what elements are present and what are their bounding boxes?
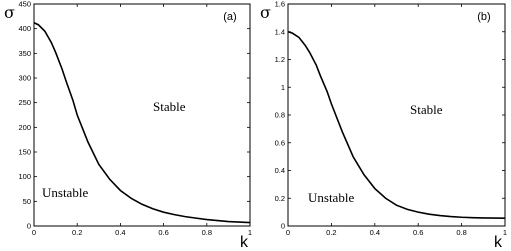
unstable-region-label: Unstable [42,185,89,200]
x-tick-label: 0 [285,228,291,237]
stable-region-label: Stable [410,102,443,117]
y-tick-label: 450 [18,0,31,9]
x-tick-label: 0.2 [71,228,83,237]
y-tick-label: 0.4 [274,166,285,175]
x-axis-label: k [240,234,248,251]
y-tick-label: 0.2 [274,193,285,203]
x-tick-label: 0.4 [115,228,126,237]
y-axis-label: σ [260,3,271,22]
stable-region-label: Stable [153,99,186,114]
y-tick-label: 400 [18,24,31,34]
x-tick-label: 0.6 [158,228,169,237]
y-tick-label: 300 [18,73,31,83]
y-tick-label: 50 [22,196,31,206]
panel-label: (b) [477,11,491,23]
y-tick-label: 0.6 [274,138,285,148]
x-tick-label: 1 [502,228,508,237]
y-tick-label: 350 [18,48,31,58]
x-tick-label: 0 [31,228,37,237]
unstable-region-label: Unstable [308,190,355,205]
x-tick-label: 1 [247,228,253,237]
y-tick-label: 1.4 [274,27,285,37]
x-tick-label: 0.4 [369,228,381,237]
x-tick-label: 0.2 [326,228,337,237]
y-tick-label: 0 [280,221,285,231]
y-tick-label: 150 [18,147,31,157]
y-axis-label: σ [4,3,15,22]
y-tick-label: 100 [18,172,31,182]
x-tick-label: 0.8 [201,228,213,237]
y-tick-label: 1 [280,82,285,92]
y-tick-label: 250 [18,98,31,108]
y-tick-label: 1.2 [274,55,285,64]
y-tick-label: 0 [26,221,31,231]
chart-panel-a [4,0,252,251]
chart-panel-b [260,0,507,251]
x-tick-label: 0.8 [456,228,467,237]
y-tick-label: 200 [18,122,31,132]
y-tick-label: 1.6 [274,0,285,9]
x-axis-label: k [494,234,502,251]
panel-label: (a) [223,11,237,23]
y-tick-label: 0.8 [274,110,285,120]
x-tick-label: 0.6 [412,228,424,237]
